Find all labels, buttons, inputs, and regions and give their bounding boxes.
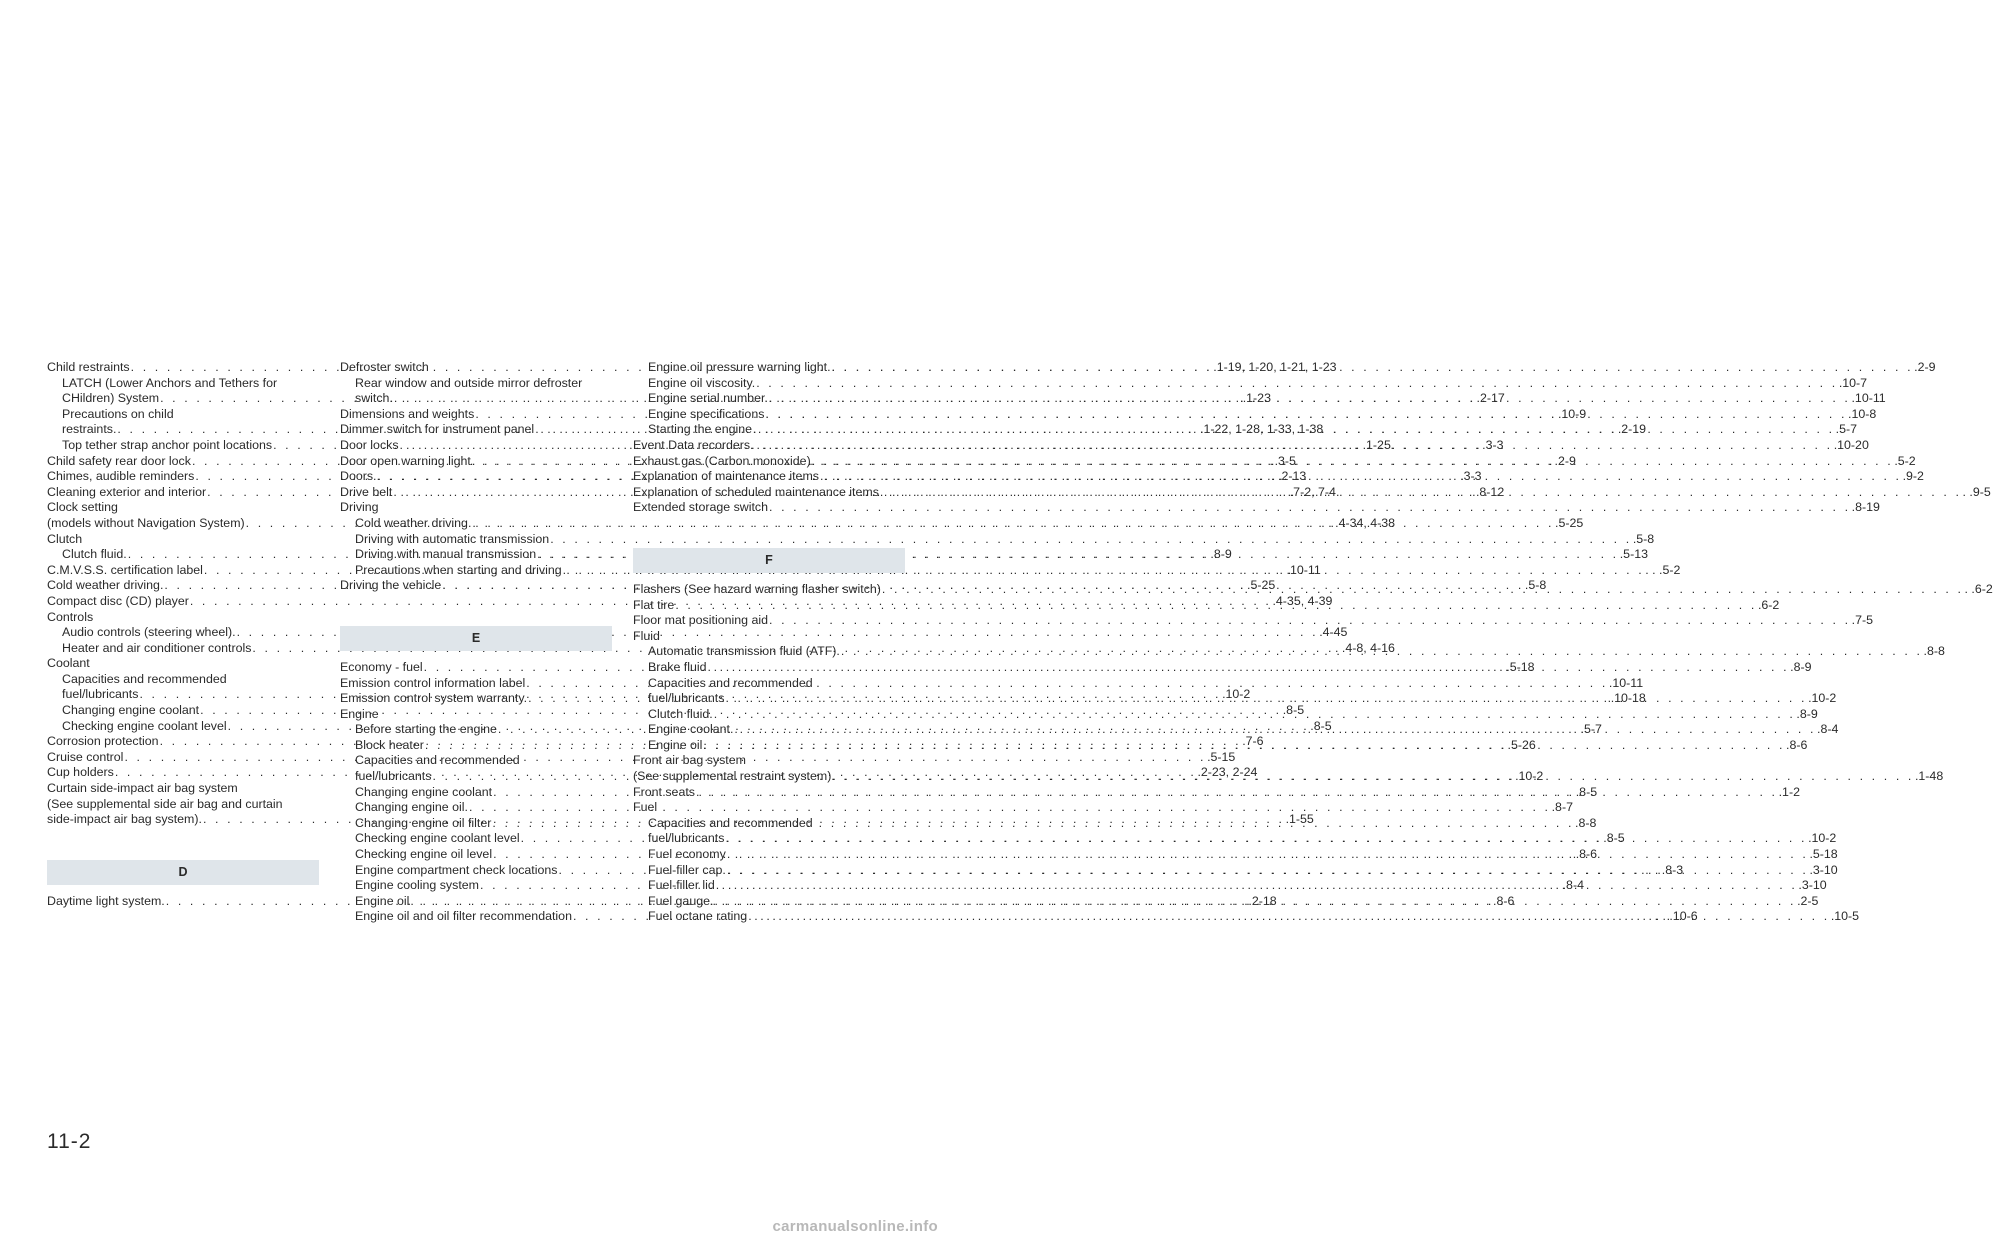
entry-term: Engine oil — [355, 893, 410, 908]
entry-page-ref: .4-35, 4-39 — [1272, 593, 1333, 608]
entry-term: Child restraints — [47, 360, 130, 374]
entry-term: (See supplemental side air bag and curtain — [47, 796, 283, 811]
entry-term: Cruise control — [47, 749, 124, 764]
entry-term: fuel/lubricants — [648, 691, 725, 706]
dot-leader — [747, 909, 1831, 925]
dot-leader — [695, 785, 1779, 801]
entry-term: fuel/lubricants — [62, 687, 139, 702]
entry-term: Checking engine oil level — [355, 847, 493, 862]
entry-term: LATCH (Lower Anchors and Tethers for — [62, 375, 278, 390]
entry-term: Corrosion protection — [47, 734, 159, 749]
entry-term: Flashers (See hazard warning flasher switch) — [633, 581, 881, 596]
entry-term: Automatic transmission fluid (ATF). — [648, 644, 840, 659]
index-subentry — [340, 376, 612, 392]
entry-term: Engine specifications — [648, 406, 765, 421]
entry-term: Door locks — [340, 437, 399, 452]
entry-term: switch. — [355, 391, 393, 406]
entry-term: Fuel-filler lid — [648, 878, 715, 893]
entry-term: Changing engine oil. — [355, 800, 468, 815]
entry-page-ref: .8-9 — [1210, 547, 1232, 562]
entry-page-ref: .10-2 — [1808, 831, 1837, 846]
entry-term: Driving with automatic transmission — [355, 531, 550, 546]
entry-term: C.M.V.S.S. certification label — [47, 562, 203, 577]
entry-term: Doors. — [340, 469, 377, 484]
index-entry — [47, 797, 319, 813]
dot-leader — [724, 691, 1808, 707]
entry-term: Brake fluid — [648, 659, 707, 674]
watermark-link[interactable]: carmanualsonline.info — [772, 1218, 938, 1235]
entry-page-ref: .10-2 — [1808, 691, 1837, 706]
dot-leader — [768, 613, 1852, 629]
entry-page-ref: .5-25 — [1247, 578, 1276, 593]
entry-term: Driving the vehicle — [340, 578, 442, 593]
spacer — [633, 516, 905, 548]
entry-page-ref: . .4-34, 4-38 — [1328, 515, 1396, 530]
entry-term: Door open warning light — [340, 453, 471, 468]
entry-page-ref: .8-8 — [1923, 644, 1945, 659]
entry-term: Chimes, audible reminders — [47, 469, 195, 484]
entry-page-ref: . . .10-6 — [1655, 909, 1698, 924]
entry-term: Fuel — [633, 800, 658, 815]
dot-leader — [768, 391, 1852, 407]
entry-term: (See supplemental restraint system) — [633, 769, 832, 784]
entry-term: Fuel octane rating — [648, 909, 748, 924]
entry-term: Cold weather driving. — [47, 578, 164, 593]
entry-page-ref: .10-11 — [1286, 562, 1321, 577]
entry-page-ref: .7-6 — [1242, 734, 1264, 749]
index-subentry — [47, 407, 319, 423]
entry-term: Defroster switch — [340, 360, 429, 374]
entry-page-ref: .1-55 — [1285, 812, 1314, 827]
entry-term: Engine oil viscosity. — [648, 375, 756, 390]
entry-page-ref: .10-5 — [1830, 909, 1860, 924]
dot-leader — [750, 438, 1834, 454]
entry-page-ref: .10-20 — [1833, 437, 1869, 452]
index-entry — [340, 707, 612, 723]
entry-page-ref: . .9-5 — [1962, 484, 1991, 499]
entry-term: Dimmer switch for instrument panel — [340, 422, 535, 437]
entry-term: Clutch fluid. — [648, 706, 713, 721]
index-entry — [340, 360, 612, 376]
entry-page-ref: .8-9 — [1796, 706, 1818, 721]
entry-term: Engine serial number. — [648, 391, 768, 406]
entry-term: Block heater — [355, 737, 424, 752]
entry-term: CHildren) System — [62, 391, 160, 406]
entry-term: Changing engine coolant — [62, 703, 200, 718]
entry-term: Capacities and recommended — [648, 815, 813, 830]
entry-page-ref: .2-5 — [1797, 893, 1819, 908]
entry-page-ref: .8-5 — [1310, 718, 1332, 733]
spacer — [633, 573, 905, 582]
entry-page-ref: .8-6 — [1786, 737, 1808, 752]
spacer — [340, 651, 612, 660]
index-entry — [47, 610, 319, 626]
dot-leader — [715, 878, 1799, 894]
page-number: 11-2 — [47, 1130, 92, 1153]
entry-page-ref: .5-18 — [1506, 659, 1535, 674]
entry-page-ref: .5-26 — [1507, 737, 1536, 752]
entry-term: Explanation of scheduled maintenance items — [633, 484, 879, 499]
spacer — [47, 885, 319, 894]
dot-leader — [713, 894, 1797, 910]
entry-page-ref: . . . .8-3 — [1641, 862, 1684, 877]
index-entry — [633, 800, 905, 816]
entry-page-ref: . .6-2 — [1964, 581, 1993, 596]
entry-page-ref: .10-9 — [1557, 406, 1587, 421]
entry-term: Driving with manual transmission — [355, 547, 537, 562]
index-subentry — [47, 672, 319, 688]
entry-term: Clock setting — [47, 500, 118, 515]
entry-term: Drive belt — [340, 484, 393, 499]
dot-leader — [764, 407, 1848, 423]
index-entry — [47, 500, 319, 516]
dot-leader — [707, 660, 1791, 676]
entry-term: Engine oil pressure warning light. — [648, 360, 831, 374]
entry-page-ref: .5-25 — [1555, 515, 1584, 530]
entry-term: Changing engine oil filter — [355, 815, 492, 830]
entry-page-ref: .8-8 — [1575, 815, 1597, 830]
entry-page-ref: .8-5 — [1282, 703, 1305, 718]
entry-page-ref: .2-13 — [1278, 469, 1307, 484]
dot-leader — [674, 598, 1758, 614]
index-entry — [47, 781, 319, 797]
entry-page-ref: .8-6 — [1493, 893, 1515, 908]
dot-leader — [811, 454, 1895, 470]
entry-page-ref: .2-9 — [1914, 360, 1936, 374]
entry-term: fuel/lubricants — [648, 831, 725, 846]
entry-page-ref: .10-7 — [1838, 375, 1868, 390]
entry-term: Extended storage switch — [633, 500, 768, 515]
entry-page-ref: .8-4 — [1817, 722, 1839, 737]
entry-page-ref: .8-4 — [1562, 878, 1584, 893]
entry-page-ref: . . .5-2 — [1645, 562, 1681, 577]
entry-term: Exhaust gas (Carbon monoxide) — [633, 453, 811, 468]
entry-page-ref: .2-19 — [1617, 422, 1647, 437]
entry-term: Coolant — [47, 656, 90, 671]
index-subentry — [633, 816, 905, 832]
entry-page-ref: .5-18 — [1809, 847, 1838, 862]
entry-page-ref: .3-5 — [1274, 453, 1296, 468]
index-entry — [340, 500, 612, 516]
entry-page-ref: .5-8 — [1632, 531, 1655, 546]
entry-term: fuel/lubricants — [355, 769, 432, 784]
entry-page-ref: .1-2 — [1778, 784, 1800, 799]
entry-term: Economy - fuel — [340, 659, 423, 674]
index-subentry — [633, 375, 1868, 392]
entry-term: Precautions when starting and driving — [355, 562, 562, 577]
entry-page-ref: .2-9 — [1554, 453, 1576, 468]
entry-page-ref: .2-17 — [1476, 391, 1505, 406]
entry-page-ref: . .1-25 — [1355, 437, 1391, 452]
entry-page-ref: .3-3 — [1482, 437, 1504, 452]
entry-page-ref: .7-2, 7-4 — [1289, 484, 1336, 499]
entry-page-ref: . .4-8, 4-16 — [1335, 640, 1395, 655]
entry-term: Top tether strap anchor point locations — [62, 437, 273, 452]
entry-term: Engine compartment check locations — [355, 862, 558, 877]
dot-leader — [726, 847, 1810, 863]
entry-term: Front seats — [633, 784, 695, 799]
entry-page-ref: .8-5 — [1575, 784, 1598, 799]
dot-leader — [768, 500, 1852, 516]
entry-page-ref: .8-9 — [1790, 659, 1812, 674]
dot-leader — [755, 376, 1839, 392]
entry-term: Cup holders — [47, 765, 114, 780]
entry-page-ref: .10-11 — [1608, 675, 1644, 690]
entry-term: restraints. — [62, 422, 117, 437]
index-entry — [47, 656, 319, 672]
entry-page-ref: .10-2 — [1222, 687, 1251, 702]
entry-page-ref: .8-19 — [1851, 500, 1880, 515]
spacer — [47, 828, 319, 860]
dot-leader — [840, 644, 1924, 660]
entry-term: Fluid — [633, 628, 660, 643]
entry-page-ref: .10-8 — [1848, 406, 1877, 421]
entry-page-ref: .8-5 — [1603, 831, 1625, 846]
dot-leader — [831, 769, 1915, 785]
entry-term: Precautions on child — [62, 406, 174, 421]
entry-page-ref: .7-5 — [1851, 613, 1873, 628]
entry-page-ref: .5-7 — [1835, 422, 1858, 437]
entry-term: Compact disc (CD) player — [47, 593, 189, 608]
entry-page-ref: .1-22, 1-28, 1-33, 1-38 — [1200, 422, 1324, 437]
entry-term: Clutch fluid. — [62, 547, 127, 562]
index-entry — [633, 629, 905, 645]
entry-term: (models without Navigation System) — [47, 515, 245, 530]
entry-page-ref: .9-2 — [1902, 469, 1924, 484]
entry-term: Rear window and outside mirror defroster — [355, 375, 583, 390]
entry-page-ref: .3-10 — [1809, 862, 1838, 877]
entry-page-ref: .2-18 — [1248, 893, 1277, 908]
dot-leader — [702, 738, 1786, 754]
section-header: D — [47, 860, 319, 885]
entry-term: Child safety rear door lock — [47, 453, 191, 468]
entry-page-ref: .8-7 — [1551, 800, 1573, 815]
entry-term: Engine coolant. — [648, 722, 734, 737]
entry-page-ref: .1-48 — [1914, 769, 1944, 784]
entry-page-ref: .3-10 — [1798, 878, 1827, 893]
index-subentry — [47, 376, 319, 392]
entry-page-ref: .1-19, 1-20, 1-21, 1-23 — [1213, 360, 1337, 374]
entry-page-ref: .10-18 — [1610, 691, 1646, 706]
entry-term: Explanation of maintenance items — [633, 469, 819, 484]
entry-term: Changing engine coolant — [355, 784, 493, 799]
entry-page-ref: .5-2 — [1894, 453, 1916, 468]
entry-page-ref: .5-15 — [1207, 749, 1236, 764]
entry-page-ref: .5-13 — [1619, 547, 1648, 562]
dot-leader — [726, 863, 1810, 879]
entry-term: Event Data recorders — [633, 437, 751, 452]
entry-term: Capacities and recommended — [62, 671, 227, 686]
entry-term: Audio controls (steering wheel). — [62, 625, 236, 640]
entry-term: Checking engine coolant level — [355, 831, 520, 846]
entry-term: Starting the engine — [648, 422, 753, 437]
entry-term: Engine cooling system — [355, 878, 479, 893]
spacer — [340, 594, 612, 626]
section-header: E — [340, 626, 612, 651]
dot-leader — [724, 831, 1808, 847]
entry-term: Controls — [47, 609, 94, 624]
index-entry — [633, 753, 905, 769]
entry-term: Emission control information label — [340, 675, 526, 690]
dot-leader — [468, 800, 1552, 816]
index-subentry — [633, 676, 905, 692]
entry-term: Fuel economy — [648, 847, 726, 862]
entry-term: Floor mat positioning aid — [633, 613, 768, 628]
entry-page-ref: .10-11 — [1851, 391, 1886, 406]
entry-term: Engine oil — [648, 737, 703, 752]
entry-page-ref: .6-2 — [1757, 597, 1780, 612]
entry-term: Fuel-filler cap. — [648, 862, 726, 877]
entry-term: Capacities and recommended — [355, 753, 520, 768]
entry-term: Curtain side-impact air bag system — [47, 781, 238, 796]
entry-term: Clutch — [47, 531, 83, 546]
entry-page-ref: .5-8 — [1524, 578, 1547, 593]
entry-page-ref: .8-6 — [1575, 847, 1598, 862]
index-subentry — [340, 531, 1655, 548]
entry-page-ref: .10-2 — [1515, 769, 1544, 784]
dot-leader — [733, 722, 1817, 738]
index-entry — [47, 532, 319, 548]
entry-term: Flat tire — [633, 597, 675, 612]
entry-term: Dimensions and weights — [340, 406, 475, 421]
entry-term: Heater and air conditioner controls — [62, 640, 252, 655]
dot-leader — [879, 485, 1963, 501]
entry-term: Daytime light system. — [47, 893, 165, 908]
entry-term: Engine — [340, 706, 379, 721]
entry-term: Emission control system warranty. — [340, 691, 528, 706]
dot-leader — [752, 422, 1836, 438]
entry-term: side-impact air bag system). — [47, 812, 202, 827]
entry-term: Engine oil and oil filter recommendation — [355, 909, 572, 924]
dot-leader — [831, 360, 1915, 376]
entry-term: Capacities and recommended — [648, 675, 813, 690]
dot-leader — [713, 707, 1797, 723]
entry-term: Driving — [340, 500, 379, 515]
entry-page-ref: .3-3 — [1460, 469, 1482, 484]
entry-page-ref: .8-12 — [1475, 484, 1505, 499]
dot-leader — [881, 582, 1965, 598]
entry-term: Checking engine coolant level — [62, 718, 227, 733]
index-entry — [633, 500, 1880, 516]
index-entry — [633, 613, 1873, 629]
entry-term: Before starting the engine — [355, 722, 497, 737]
dot-leader — [819, 469, 1903, 485]
entry-page-ref: .5-7 — [1580, 722, 1602, 737]
entry-term: Cold weather driving. — [355, 515, 472, 530]
index-subentry — [340, 753, 612, 769]
entry-page-ref: .1-23 — [1242, 391, 1271, 406]
entry-term: Fuel gauge. — [648, 893, 714, 908]
section-header: F — [633, 548, 905, 573]
entry-page-ref: .4-45 — [1319, 625, 1348, 640]
entry-term: Front air bag system — [633, 753, 746, 768]
entry-term: Cleaning exterior and interior — [47, 484, 207, 499]
entry-page-ref: .2-23, 2-24 — [1197, 765, 1258, 780]
